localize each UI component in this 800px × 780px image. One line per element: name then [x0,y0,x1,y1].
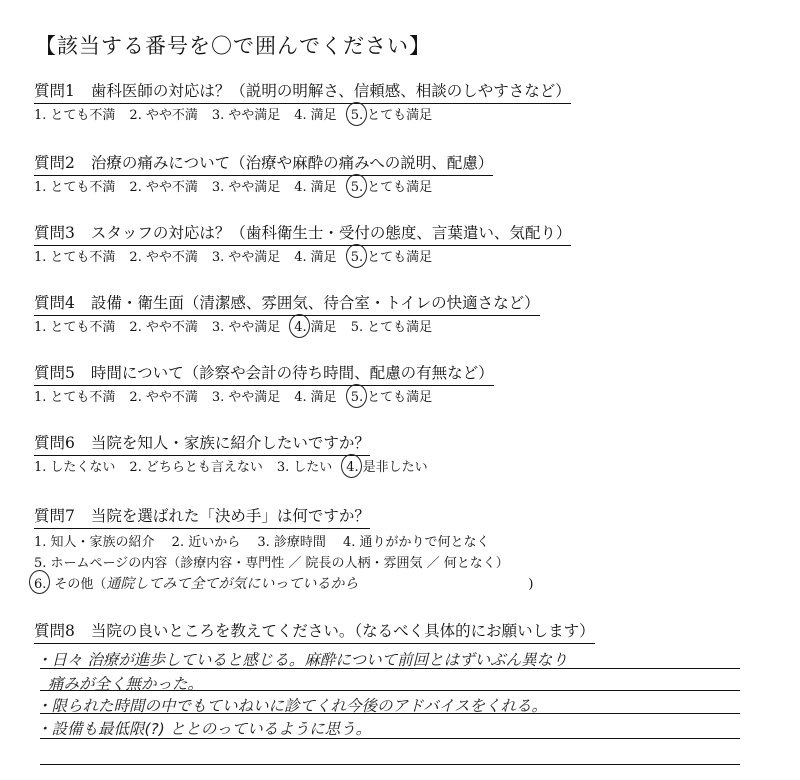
question-1-text: 歯科医師の対応は？（説明の明解さ、信頼感、相談のしやすさなど） [90,82,571,100]
option-label: 満足 [310,250,337,265]
question-1-number: 質問1 [34,82,75,100]
option-label: とても不満 [50,390,116,405]
question-2 [34,152,493,198]
option-label: 満足 [310,108,337,123]
question-3-heading [34,222,571,246]
option-number: 3. [211,320,225,335]
option-number: 2. [129,108,142,123]
option-label: とても不満 [50,250,116,265]
option-number: 4. [294,180,307,195]
question-5-option-3[interactable] [212,388,280,408]
option-label: したい [293,460,333,475]
question-8-heading [34,620,595,644]
option-label: とても満足 [367,250,433,265]
option-number: 3. [211,108,225,123]
question-2-option-4[interactable] [294,178,336,198]
option-number: 2. [129,250,142,265]
question-7-options-row-1: 1. 知人・家族の紹介 2. 近いから 3. 診療時間 4. 通りがかりで何となく [34,535,490,550]
option-number: 2. [129,460,142,475]
question-2-text: 治療の痛みについて（治療や麻酔の痛みへの説明、配慮） [90,154,494,172]
question-7-number: 質問7 [34,507,75,525]
handwritten-comment-4: ・設備も最低限(?) ととのっているように思う。 [36,720,372,738]
handwritten-comment-3: ・限られた時間の中でもていねいに診てくれ今後のアドバイスをくれる。 [36,697,548,715]
question-7-options-row-3 [34,574,534,595]
option-number: 2. [129,180,142,195]
option-number: 2. [129,320,142,335]
question-8-number: 質問8 [34,622,75,640]
question-7-other-handwritten: 通院してみて全てが気にいっているから [106,576,359,592]
option-label: やや満足 [228,390,281,405]
question-4 [34,292,540,338]
question-4-option-3[interactable] [212,318,280,338]
option-label: とても不満 [50,320,116,335]
option-number: 1. [34,250,47,265]
question-6-heading [34,432,370,456]
question-1-option-4[interactable] [294,106,336,126]
question-7-options-row-2: 5. ホームページの内容（診療内容・専門性 ／ 院長の人柄・雰囲気 ／ 何となく） [34,556,509,571]
question-2-option-3[interactable] [212,178,280,198]
question-7-other-label: その他（ [54,577,107,592]
question-7 [34,505,534,595]
question-1-option-1[interactable] [34,106,115,126]
question-4-text: 設備・衛生面（清潔感、雰囲気、待合室・トイレの快適さなど） [90,294,540,312]
question-7-other-close: ) [528,577,534,592]
question-3-number: 質問3 [34,224,75,242]
option-number: 3. [211,250,225,265]
option-number: 1. [34,320,47,335]
question-5-option-1[interactable] [34,388,115,408]
question-7-option-6-number: 6. [34,574,46,595]
option-number: 1. [34,108,47,123]
option-number: 4. [294,318,306,338]
option-label: やや満足 [228,320,281,335]
question-5-options [34,388,494,408]
question-1-option-2[interactable] [129,106,197,126]
question-3-option-5[interactable] [351,248,432,268]
option-number: 5. [350,320,364,335]
option-number: 1. [34,460,47,475]
question-4-option-2[interactable] [129,318,197,338]
question-3-option-4[interactable] [294,248,336,268]
question-4-options [34,318,540,338]
question-3-text: スタッフの対応は？（歯科衛生士・受付の態度、言葉遣い、気配り） [90,224,572,242]
question-5-number: 質問5 [34,364,75,382]
option-number: 3. [211,180,225,195]
question-6-option-2[interactable] [129,458,262,478]
option-label: やや満足 [228,250,281,265]
option-label: やや不満 [145,320,198,335]
question-5-option-2[interactable] [129,388,197,408]
question-4-option-5[interactable] [351,318,432,338]
question-5-heading [34,362,494,386]
question-1-options [34,106,571,126]
question-6 [34,432,442,478]
option-label: やや満足 [228,108,281,123]
question-7-heading [34,505,370,529]
question-1-option-3[interactable] [212,106,280,126]
question-2-number: 質問2 [34,154,75,172]
question-8 [34,620,595,644]
question-2-option-2[interactable] [129,178,197,198]
option-label: とても不満 [50,180,116,195]
option-label: やや不満 [145,250,198,265]
option-label: とても満足 [367,320,433,335]
option-label: 満足 [310,320,337,335]
option-number: 2. [129,390,142,405]
question-6-option-1[interactable] [34,458,115,478]
question-5-text: 時間について（診察や会計の待ち時間、配慮の有無など） [90,364,494,382]
option-label: したくない [50,460,116,475]
option-number: 5. [351,248,363,268]
question-3-option-2[interactable] [129,248,197,268]
question-7-text: 当院を選ばれた「決め手」は何ですか？ [90,507,370,525]
page-title: 【該当する番号を〇で囲んでください】 [35,34,431,58]
question-4-option-1[interactable] [34,318,115,338]
option-label: 満足 [310,390,337,405]
question-3-option-1[interactable] [34,248,115,268]
option-number: 5. [351,178,363,198]
option-label: やや不満 [145,390,198,405]
option-label: とても不満 [50,108,116,123]
option-label: 満足 [310,180,337,195]
option-label: とても満足 [367,108,433,123]
question-1-heading [34,80,571,104]
option-label: とても満足 [367,390,433,405]
question-8-text: 当院の良いところを教えてください。（なるべく具体的にお願いします） [90,622,595,640]
question-4-heading [34,292,540,316]
option-label: とても満足 [367,180,433,195]
question-1-option-5[interactable] [351,106,432,126]
question-5-option-4[interactable] [294,388,336,408]
option-number: 1. [34,180,47,195]
option-label: どちらとも言えない [145,460,263,475]
question-2-option-5[interactable] [351,178,432,198]
handwritten-comment-2: 痛みが全く無かった。 [48,675,204,693]
answer-line-5 [40,764,740,765]
option-number: 4. [294,108,307,123]
option-label: やや満足 [228,180,281,195]
question-6-option-4[interactable] [346,458,427,478]
question-6-text: 当院を知人・家族に紹介したいですか？ [90,434,370,452]
option-number: 5. [351,388,363,408]
question-2-option-1[interactable] [34,178,115,198]
question-3-option-3[interactable] [212,248,280,268]
option-label: やや不満 [145,108,198,123]
question-2-heading [34,152,493,176]
question-6-option-3[interactable] [277,458,332,478]
option-label: 是非したい [362,460,428,475]
question-3 [34,222,571,268]
question-4-option-4[interactable] [294,318,336,338]
handwritten-comment-1: ・日々 治療が進歩していると感じる。麻酔について前回とはずいぶん異なり [36,651,568,669]
question-1 [34,80,571,126]
option-number: 4. [294,390,307,405]
question-2-options [34,178,493,198]
question-5 [34,362,494,408]
option-number: 3. [276,460,290,475]
option-label: やや不満 [145,180,198,195]
question-6-options [34,458,442,478]
question-3-options [34,248,571,268]
question-4-number: 質問4 [34,294,75,312]
question-7-option-6[interactable] [34,574,50,595]
option-number: 4. [346,458,358,478]
option-number: 1. [34,390,47,405]
question-5-option-5[interactable] [351,388,432,408]
question-6-number: 質問6 [34,434,75,452]
option-number: 5. [351,106,363,126]
option-number: 4. [294,250,307,265]
option-number: 3. [211,390,225,405]
